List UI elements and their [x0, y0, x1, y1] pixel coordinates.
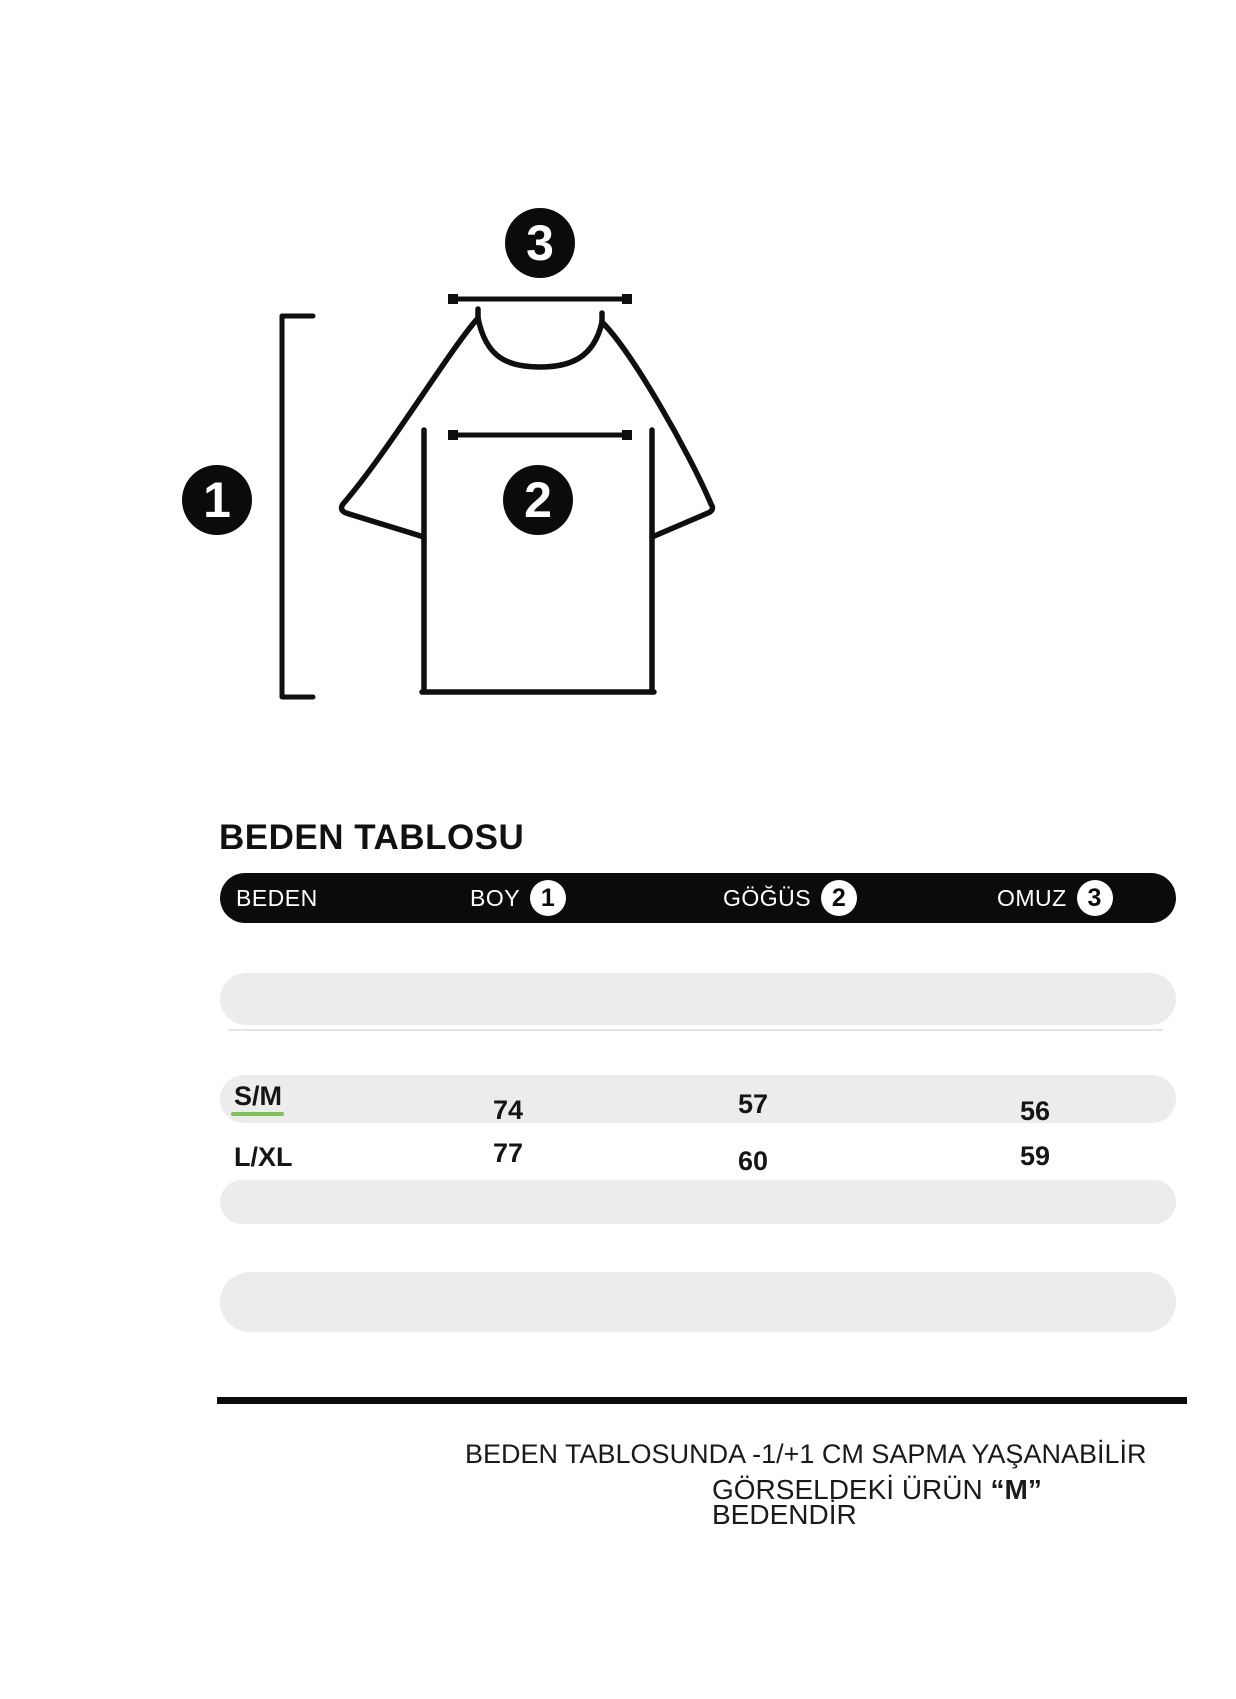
size-cell-sm: S/M [234, 1081, 283, 1111]
tshirt-measurement-diagram [0, 0, 1236, 760]
chest-cell-lxl: 60 [737, 1146, 769, 1176]
length-cell-lxl: 77 [492, 1138, 524, 1168]
size-cell-lxl: L/XL [234, 1142, 293, 1172]
table-row-empty-bottom [220, 1272, 1176, 1332]
tolerance-note: BEDEN TABLOSUNDA -1/+1 CM SAPMA YAŞANABİLİR [465, 1439, 1147, 1469]
size-table-title: BEDEN TABLOSU [219, 818, 525, 857]
length-measure-bracket [282, 316, 313, 697]
table-row-empty-middle [220, 1180, 1176, 1224]
shoulder-cell-sm: 56 [1019, 1096, 1051, 1126]
column-header-chest-badge: 2 [821, 880, 857, 916]
bottom-divider-rule [217, 1397, 1187, 1404]
model-size-value: “M” [990, 1474, 1042, 1505]
shoulder-cell-lxl: 59 [1019, 1141, 1051, 1171]
shoulder-measure-line [448, 294, 632, 304]
column-header-shoulder [997, 873, 1113, 923]
selected-size-underline [231, 1112, 284, 1116]
column-header-length-label: BOY [470, 884, 521, 911]
table-header-bar [220, 873, 1176, 923]
model-size-note-suffix: BEDENDİR [712, 1499, 857, 1530]
column-header-length [470, 873, 566, 923]
model-size-note-prefix: GÖRSELDEKİ ÜRÜN [712, 1474, 991, 1505]
length-cell-sm: 74 [492, 1095, 524, 1125]
table-row-empty-top [220, 973, 1176, 1025]
row-divider-line [228, 1029, 1163, 1031]
column-header-shoulder-label: OMUZ [997, 884, 1067, 911]
chest-measure-line [448, 430, 632, 440]
column-header-shoulder-badge: 3 [1077, 880, 1113, 916]
column-header-chest [723, 873, 857, 923]
column-header-chest-label: GÖĞÜS [723, 884, 812, 911]
shoulder-badge: 3 [505, 208, 575, 278]
chest-cell-sm: 57 [737, 1089, 769, 1119]
column-header-size: BEDEN [236, 884, 318, 911]
chest-badge: 2 [503, 465, 573, 535]
column-header-length-badge: 1 [530, 880, 566, 916]
length-badge: 1 [182, 465, 252, 535]
